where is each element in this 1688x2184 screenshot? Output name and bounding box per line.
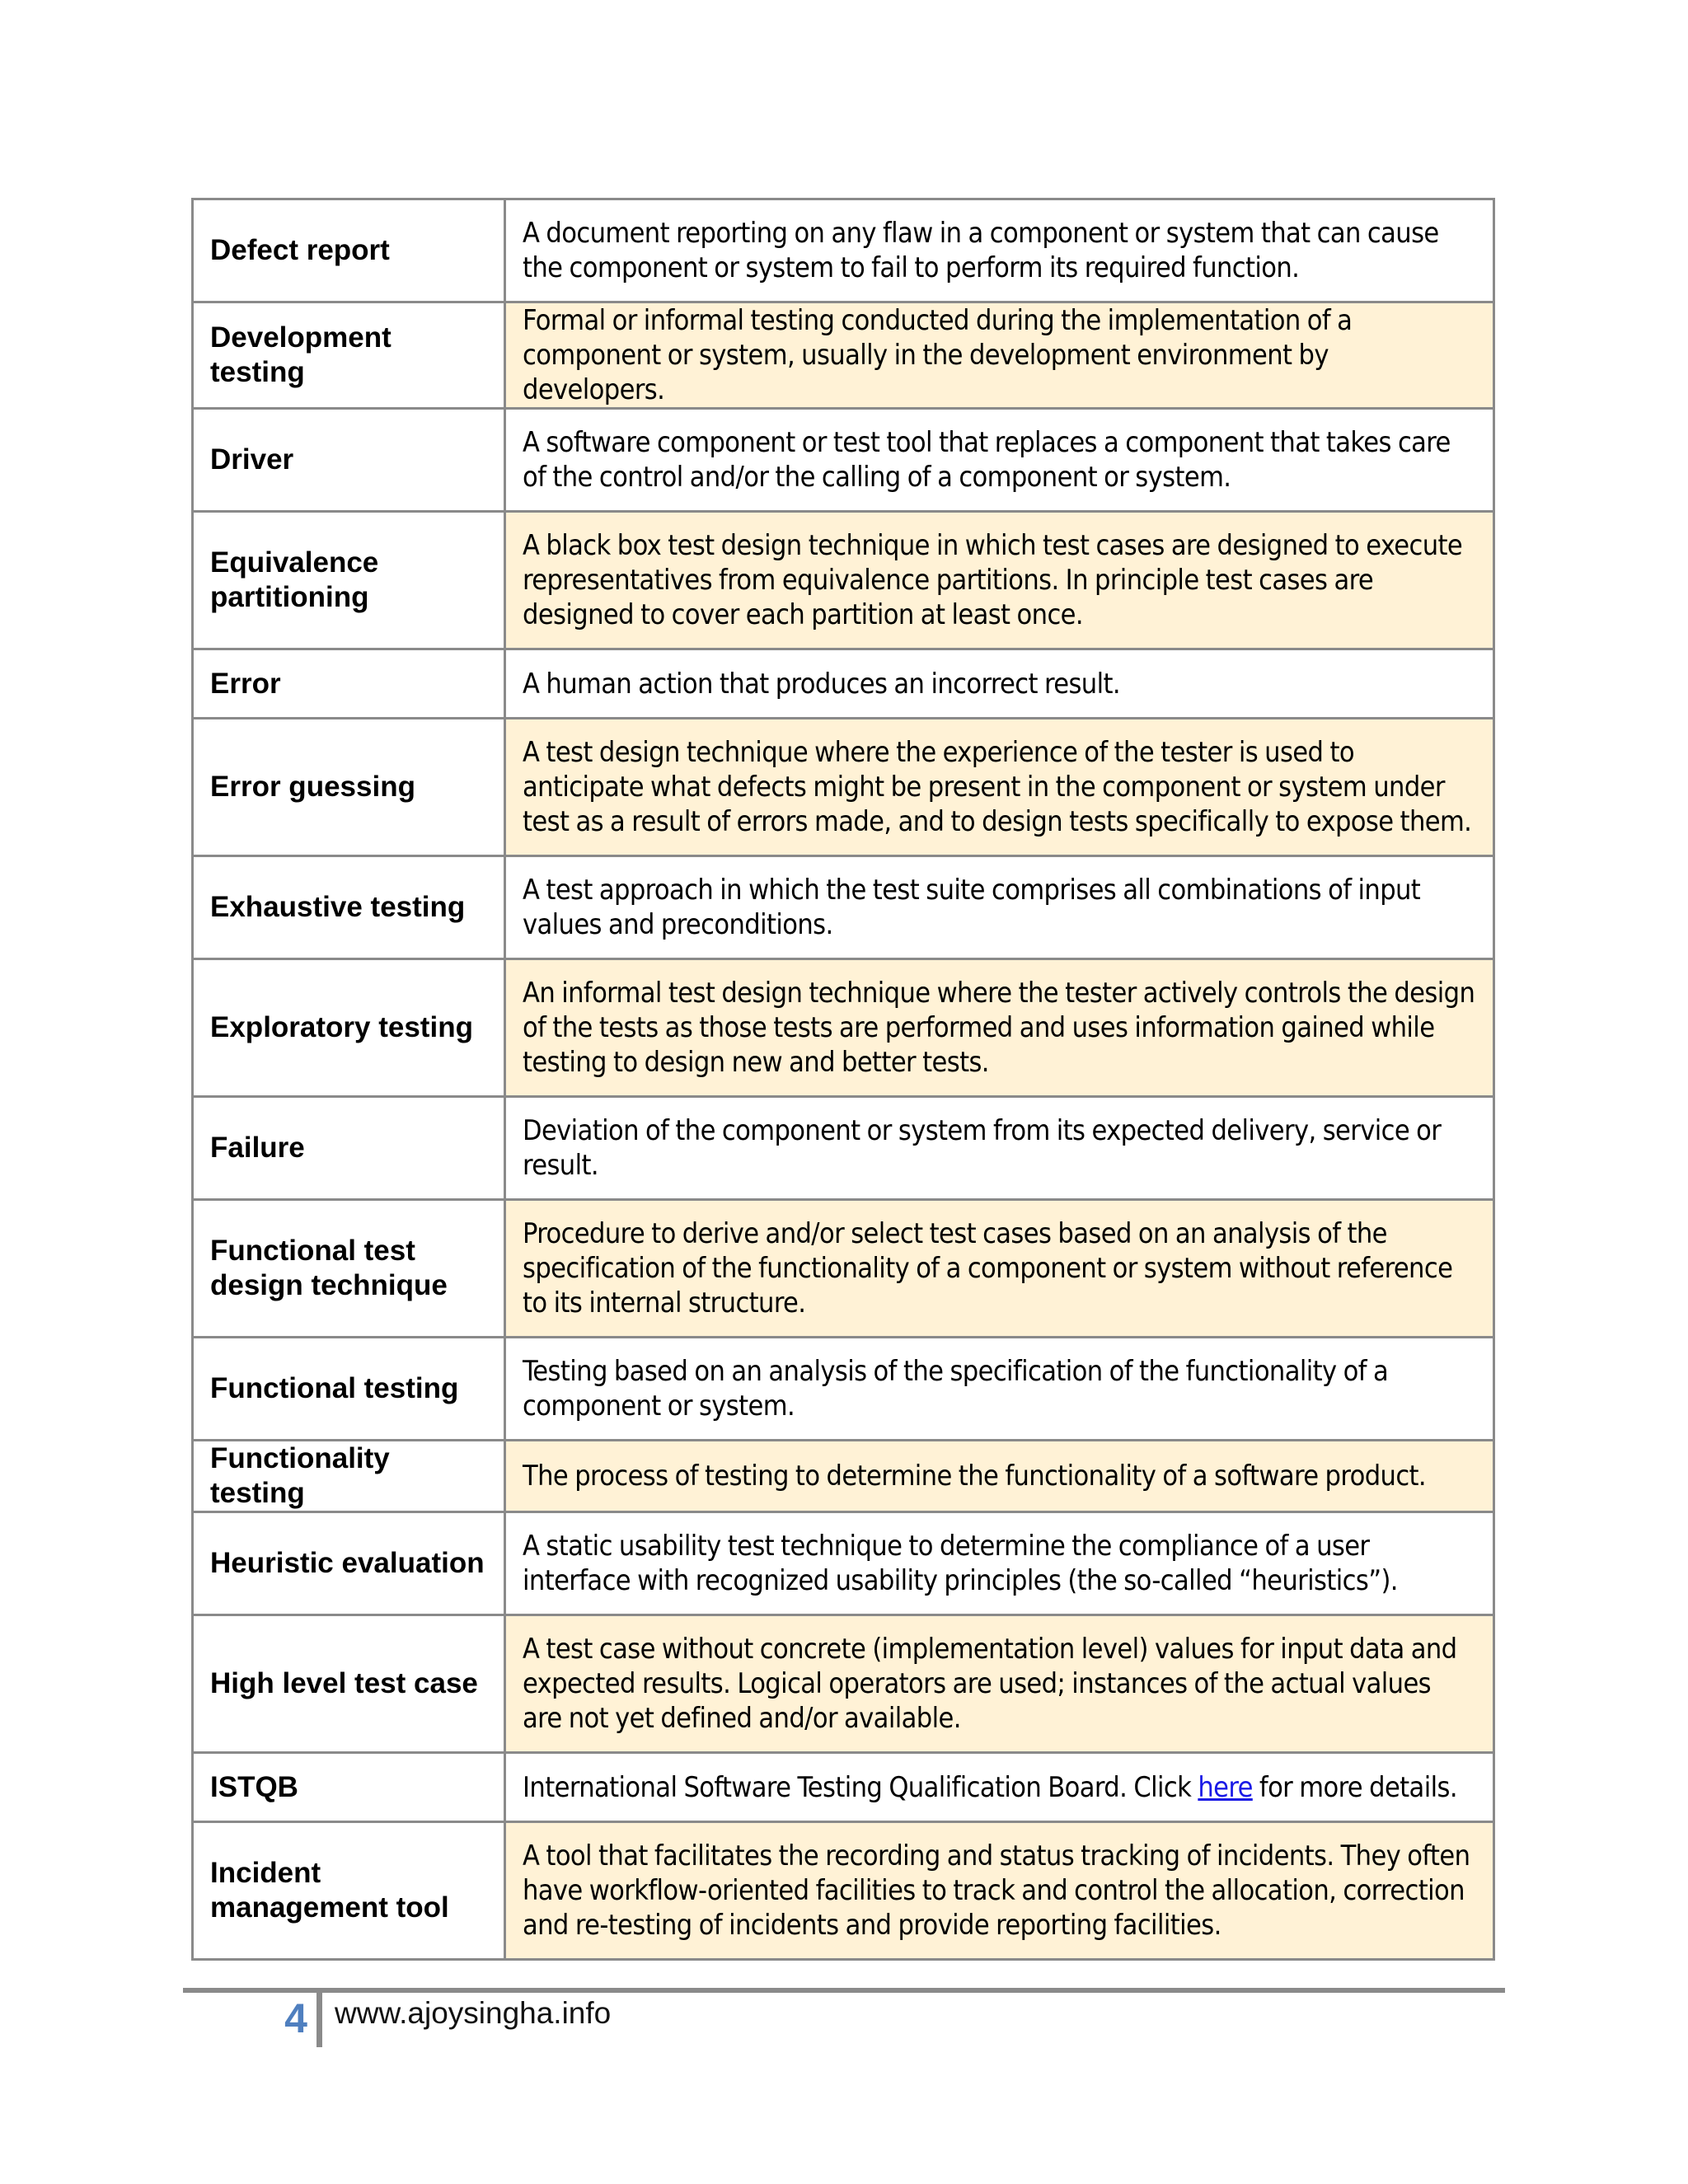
term-cell: Error guessing [193, 719, 505, 856]
table-row [193, 1753, 1494, 1822]
term-cell: Exhaustive testing [193, 856, 505, 959]
definition-cell: Deviation of the component or system from its expected delivery, service or result. [505, 1097, 1494, 1200]
table-row [193, 719, 1494, 856]
table-row [193, 1615, 1494, 1753]
footer-vertical-divider [316, 1993, 322, 2047]
table-row [193, 199, 1494, 302]
footer-url: www.ajoysingha.info [335, 1996, 612, 2030]
table-row [193, 512, 1494, 649]
definition-cell [505, 1753, 1494, 1822]
term-cell: High level test case [193, 1615, 505, 1753]
definition-cell: The process of testing to determine the functionality of a software product. [505, 1441, 1494, 1512]
term-cell: ISTQB [193, 1753, 505, 1822]
term-cell: Functional test design technique [193, 1200, 505, 1338]
table-row [193, 1200, 1494, 1338]
table-row [193, 1441, 1494, 1512]
table-row [193, 1822, 1494, 1960]
glossary-table [191, 198, 1495, 1961]
definition-text: International Software Testing Qualification Board. Click [523, 1770, 1198, 1804]
definition-cell: Procedure to derive and/or select test cases based on an analysis of the specification of the functionality of a component or system without reference to its internal structure. [505, 1200, 1494, 1338]
definition-cell: A human action that produces an incorrect result. [505, 649, 1494, 719]
table-row [193, 1512, 1494, 1615]
term-cell: Incident management tool [193, 1822, 505, 1960]
definition-cell: A static usability test technique to determine the compliance of a user interface with recognized usability principles (the so-called “heuristics”). [505, 1512, 1494, 1615]
term-cell: Exploratory testing [193, 959, 505, 1097]
definition-cell: A document reporting on any flaw in a component or system that can cause the component or system to fail to perform its required function. [505, 199, 1494, 302]
term-cell: Failure [193, 1097, 505, 1200]
term-cell: Heuristic evaluation [193, 1512, 505, 1615]
term-cell: Functionality testing [193, 1441, 505, 1512]
table-row [193, 959, 1494, 1097]
term-cell: Equivalence partitioning [193, 512, 505, 649]
definition-cell: Testing based on an analysis of the specification of the functionality of a component or system. [505, 1338, 1494, 1441]
table-row [193, 1338, 1494, 1441]
table-row [193, 856, 1494, 959]
table-row [193, 1097, 1494, 1200]
definition-cell: A test design technique where the experience of the tester is used to anticipate what defects might be present in the component or system under test as a result of errors made, and to design tests specifically to expose them. [505, 719, 1494, 856]
definition-cell: A black box test design technique in which test cases are designed to execute representatives from equivalence partitions. In principle test cases are designed to cover each partition at least once. [505, 512, 1494, 649]
term-cell: Development testing [193, 302, 505, 409]
table-row [193, 302, 1494, 409]
definition-text: for more details. [1252, 1770, 1457, 1804]
definition-cell: A test approach in which the test suite comprises all combinations of input values and preconditions. [505, 856, 1494, 959]
here-link[interactable]: here [1198, 1770, 1253, 1804]
term-cell: Error [193, 649, 505, 719]
footer-divider [183, 1988, 1505, 1993]
table-row [193, 649, 1494, 719]
definition-cell: Formal or informal testing conducted during the implementation of a component or system, usually in the development environment by developers. [505, 302, 1494, 409]
term-cell: Defect report [193, 199, 505, 302]
definition-cell: A tool that facilitates the recording and status tracking of incidents. They often have workflow-oriented facilities to track and control the allocation, correction and re-testing of incidents and provide reporting facilities. [505, 1822, 1494, 1960]
definition-cell: A test case without concrete (implementation level) values for input data and expected results. Logical operators are used; instances of the actual values are not yet defined and/or available. [505, 1615, 1494, 1753]
term-cell: Functional testing [193, 1338, 505, 1441]
page-number: 4 [284, 1995, 307, 2041]
term-cell: Driver [193, 409, 505, 512]
definition-cell: A software component or test tool that replaces a component that takes care of the control and/or the calling of a component or system. [505, 409, 1494, 512]
definition-cell: An informal test design technique where the tester actively controls the design of the tests as those tests are performed and uses information gained while testing to design new and better tests. [505, 959, 1494, 1097]
table-row [193, 409, 1494, 512]
